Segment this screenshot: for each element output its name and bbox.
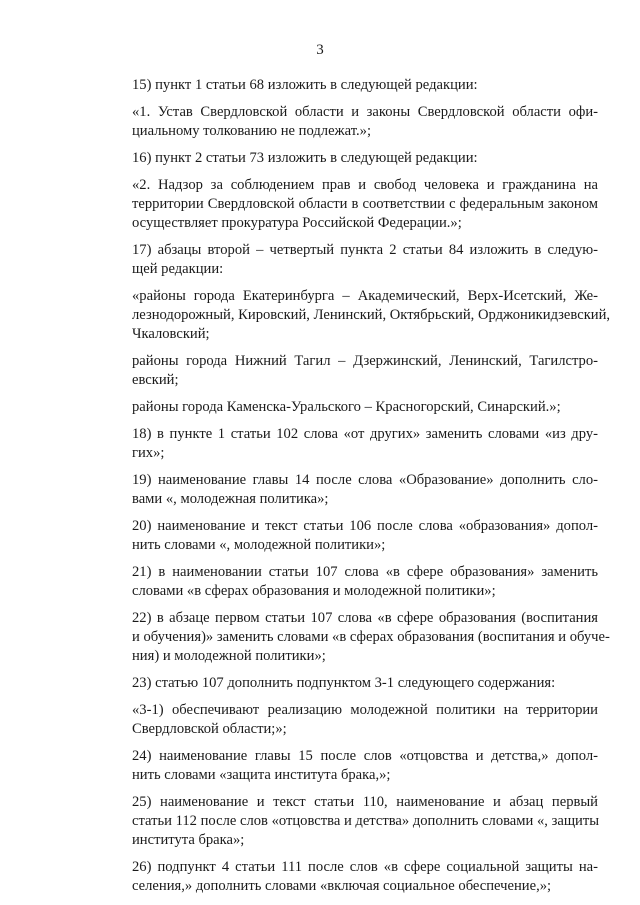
paragraph	[90, 398, 598, 417]
paragraph	[90, 563, 598, 601]
text-line: вами «, молодежная политика»;	[132, 491, 329, 507]
paragraph	[90, 241, 598, 279]
text-line: 22) в абзаце первом статьи 107 слова «в сфере образования (воспитания	[132, 610, 598, 626]
paragraph	[90, 287, 611, 344]
text-line: 25) наименование и текст статьи 110, наименование и абзац первый	[132, 794, 598, 810]
text-line: Свердловской области;»;	[132, 721, 287, 737]
paragraph	[90, 517, 598, 555]
paragraph	[90, 747, 598, 785]
text-line: 18) в пункте 1 статьи 102 слова «от других» заменить словами «из дру-	[132, 426, 598, 442]
text-line: районы города Каменска-Уральского – Красногорский, Синарский.»;	[132, 399, 561, 415]
text-line: евский;	[132, 372, 179, 388]
paragraph	[90, 103, 598, 141]
paragraph	[90, 149, 598, 168]
text-line: 26) подпункт 4 статьи 111 после слов «в сфере социальной защиты на-	[132, 859, 598, 875]
text-line: лезнодорожный, Кировский, Ленинский, Октябрьский, Орджоникидзевский,	[132, 307, 611, 323]
text-line: 17) абзацы второй – четвертый пункта 2 статьи 84 изложить в следую-	[132, 242, 598, 258]
text-line: «3-1) обеспечивают реализацию молодежной политики на территории	[132, 702, 598, 718]
page-number: 3	[316, 42, 324, 58]
text-line: территории Свердловской области в соответствии с федеральным законом	[132, 196, 598, 212]
text-line: 24) наименование главы 15 после слов «отцовства и детства,» допол-	[132, 748, 598, 764]
paragraph	[90, 76, 598, 95]
text-line: 15) пункт 1 статьи 68 изложить в следующей редакции:	[132, 77, 478, 93]
paragraph	[90, 609, 610, 666]
paragraph	[90, 471, 598, 509]
text-line: статьи 112 после слов «отцовства и детства» дополнить словами «, защиты	[132, 813, 600, 829]
text-line: селения,» дополнить словами «включая социальное обеспечение,»;	[132, 878, 552, 894]
text-line: циальному толкованию не подлежат.»;	[132, 123, 372, 139]
text-line: нить словами «защита института брака,»;	[132, 767, 391, 783]
paragraph	[90, 793, 598, 850]
text-line: института брака»;	[132, 832, 245, 848]
paragraph	[90, 352, 598, 390]
paragraph	[90, 176, 598, 233]
document-body	[90, 76, 611, 904]
text-line: ния) и молодежной политики»;	[132, 648, 326, 664]
paragraph	[90, 701, 598, 739]
text-line: Чкаловский;	[132, 326, 210, 342]
text-line: «2. Надзор за соблюдением прав и свобод человека и гражданина на	[132, 177, 598, 193]
text-line: нить словами «, молодежной политики»;	[132, 537, 386, 553]
text-line: районы города Нижний Тагил – Дзержинский, Ленинский, Тагилстро-	[132, 353, 598, 369]
text-line: 20) наименование и текст статьи 106 после слова «образования» допол-	[132, 518, 598, 534]
text-line: осуществляет прокуратура Российской Федерации.»;	[132, 215, 462, 231]
text-line: гих»;	[132, 445, 165, 461]
paragraph	[90, 858, 598, 896]
text-line: словами «в сферах образования и молодежной политики»;	[132, 583, 496, 599]
text-line: 16) пункт 2 статьи 73 изложить в следующей редакции:	[132, 150, 478, 166]
paragraph	[90, 674, 598, 693]
text-line: 19) наименование главы 14 после слова «Образование» дополнить сло-	[132, 472, 598, 488]
text-line: 21) в наименовании статьи 107 слова «в сфере образования» заменить	[132, 564, 598, 580]
text-line: 23) статью 107 дополнить подпунктом 3-1 следующего содержания:	[132, 675, 556, 691]
text-line: «1. Устав Свердловской области и законы Свердловской области офи-	[132, 104, 598, 120]
text-line: щей редакции:	[132, 261, 224, 277]
text-line: «районы города Екатеринбурга – Академический, Верх-Исетский, Же-	[132, 288, 598, 304]
text-line: и обучения)» заменить словами «в сферах образования (воспитания и обуче-	[132, 629, 610, 645]
paragraph	[90, 425, 598, 463]
